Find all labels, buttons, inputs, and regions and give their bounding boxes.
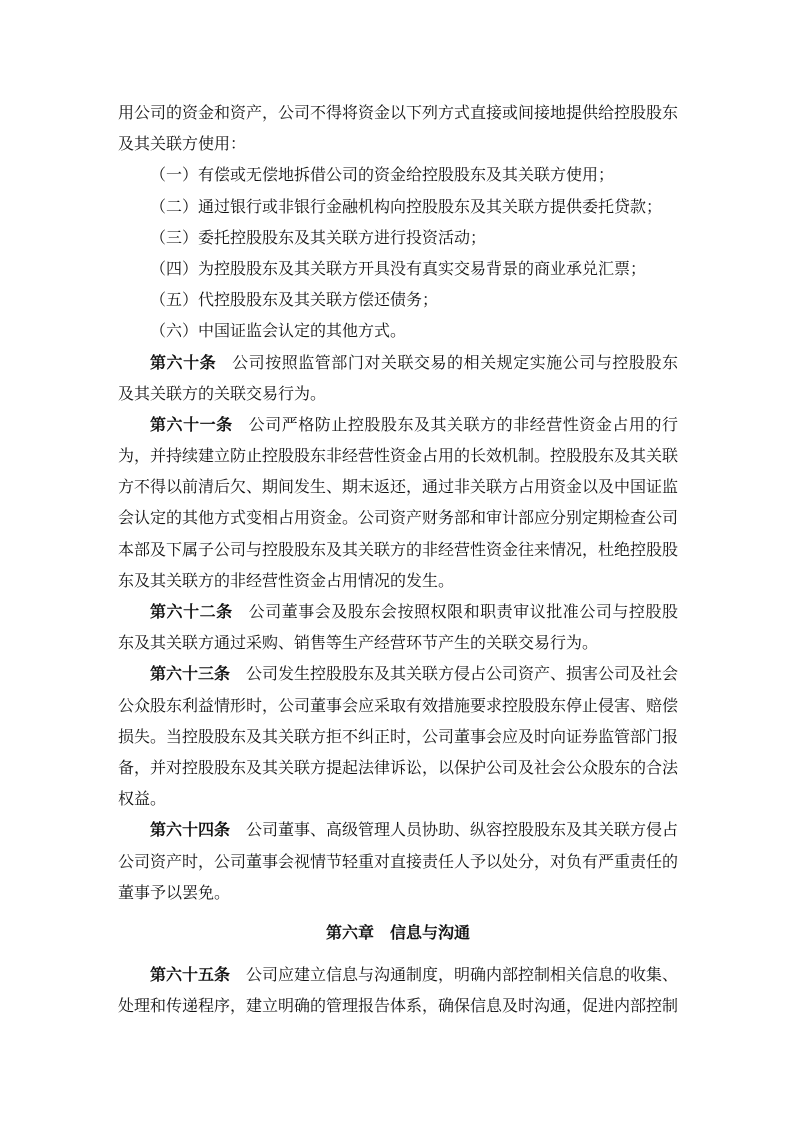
chapter-title: 信息与沟通 [390, 922, 471, 942]
article-paragraph [118, 409, 678, 596]
line-text: 公司资产时，公司董事会视情节轻重对直接责任人予以处分，对负有严重责任的 [118, 851, 678, 871]
line-text: 损失。当控股股东及其关联方拒不纠正时，公司董事会应及时向证券监管部门报 [118, 726, 678, 746]
text-line [118, 783, 678, 814]
text-line [118, 814, 678, 845]
text-line [118, 471, 678, 502]
line-text: 公众股东利益情形时，公司董事会应采取有效措施要求控股股东停止侵害、赔偿 [118, 695, 678, 715]
text-line [118, 990, 678, 1021]
line-text: 会认定的其他方式变相占用资金。公司资产财务部和审计部应分别定期检查公司 [118, 508, 678, 528]
chapter-number: 第六章 [325, 922, 374, 942]
line-text: 东及其关联方的非经营性资金占用情况的发生。 [118, 570, 455, 590]
text-line [118, 378, 678, 409]
line-text: （四）为控股股东及其关联方开具没有真实交易背景的商业承兑汇票； [150, 258, 647, 278]
article-number: 第六十一条 [150, 414, 233, 434]
paragraph [118, 97, 678, 159]
text-line [118, 222, 678, 253]
text-line [118, 440, 678, 471]
text-line [118, 502, 678, 533]
article-paragraph [118, 658, 678, 814]
line-text: 公司应建立信息与沟通制度，明确内部控制相关信息的收集、 [246, 965, 678, 985]
line-text: 公司董事会及股东会按照权限和职责审议批准公司与控股股 [248, 602, 678, 621]
text-line [118, 409, 678, 440]
text-line [118, 959, 678, 990]
line-text: （二）通过银行或非银行金融机构向控股股东及其关联方提供委托贷款； [150, 196, 663, 216]
text-line [118, 284, 678, 315]
article-paragraph [118, 814, 678, 908]
text-line [118, 877, 678, 908]
article-number: 第六十条 [150, 352, 217, 372]
line-text: 公司发生控股股东及其关联方侵占公司资产、损害公司及社会 [246, 664, 678, 684]
line-text: （六）中国证监会认定的其他方式。 [150, 321, 407, 341]
text-line [118, 128, 678, 159]
line-text: 权益。 [118, 789, 167, 809]
text-line [118, 159, 678, 190]
line-text: 公司董事、高级管理人员协助、纵容控股股东及其关联方侵占 [246, 820, 678, 840]
line-text: 为，并持续建立防止控股股东非经营性资金占用的长效机制。控股股东及其关联 [118, 446, 678, 466]
line-text: 公司严格防止控股股东及其关联方的非经营性资金占用的行 [248, 414, 678, 434]
list-item [118, 191, 678, 222]
list-item [118, 315, 678, 346]
article-number: 第六十四条 [150, 820, 231, 840]
article-number: 第六十五条 [150, 965, 231, 985]
article-paragraph [118, 596, 678, 658]
list-item [118, 253, 678, 284]
line-text: 处理和传递程序，建立明确的管理报告体系，确保信息及时沟通，促进内部控制 [118, 996, 678, 1016]
chapter-heading [118, 917, 678, 948]
text-line [118, 752, 678, 783]
document-page [118, 97, 678, 1021]
text-line [118, 253, 678, 284]
text-line [118, 534, 678, 565]
text-line [118, 565, 678, 596]
text-line [118, 627, 678, 658]
line-text: （一）有偿或无偿地拆借公司的资金给控股股东及其关联方使用； [150, 165, 615, 185]
text-line [118, 658, 678, 689]
line-text: （三）委托控股股东及其关联方进行投资活动； [150, 227, 487, 247]
text-line [118, 347, 678, 378]
text-line [118, 315, 678, 346]
article-number: 第六十三条 [150, 664, 231, 684]
text-line [118, 721, 678, 752]
article-paragraph [118, 347, 678, 409]
line-text: 及其关联方使用： [118, 134, 247, 154]
article-number: 第六十二条 [150, 602, 233, 621]
line-text: 及其关联方的关联交易行为。 [118, 383, 327, 403]
text-line [118, 596, 678, 627]
line-text: （五）代控股股东及其关联方偿还债务； [150, 290, 439, 310]
text-line [118, 690, 678, 721]
line-text: 东及其关联方通过采购、销售等生产经营环节产生的关联交易行为。 [118, 633, 599, 653]
text-line [118, 97, 678, 128]
article-paragraph [118, 959, 678, 1021]
line-text: 方不得以前清后欠、期间发生、期末返还，通过非关联方占用资金以及中国证监 [118, 477, 678, 497]
line-text: 用公司的资金和资产，公司不得将资金以下列方式直接或间接地提供给控股股东 [118, 103, 678, 122]
line-text: 备，并对控股股东及其关联方提起法律诉讼，以保护公司及社会公众股东的合法 [118, 757, 678, 777]
text-line [118, 846, 678, 877]
line-text: 本部及下属子公司与控股股东及其关联方的非经营性资金往来情况，杜绝控股股 [118, 539, 678, 559]
line-text: 董事予以罢免。 [118, 882, 231, 902]
list-item [118, 284, 678, 315]
list-item [118, 159, 678, 190]
line-text: 公司按照监管部门对关联交易的相关规定实施公司与控股股东 [232, 352, 678, 372]
list-item [118, 222, 678, 253]
text-line [118, 191, 678, 222]
